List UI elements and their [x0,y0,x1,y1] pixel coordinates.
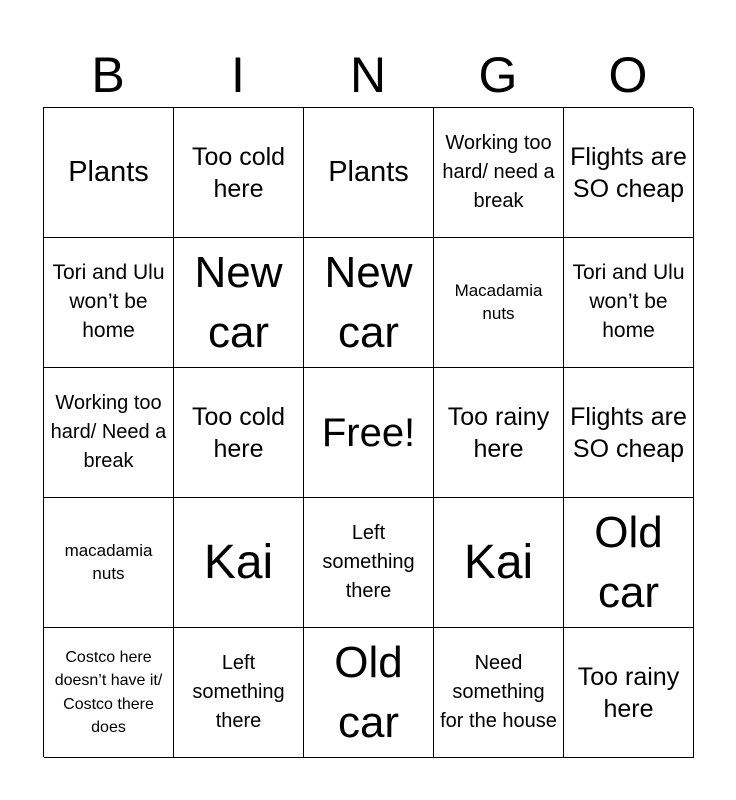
cell-label: Left something there [322,522,415,602]
header-letter-i: I [231,47,245,103]
header-letter-g: G [478,47,518,103]
cell-label: New car [194,247,283,357]
header-letter-n: N [349,47,387,103]
cell-label: Plants [68,156,149,189]
cell-label: Plants [328,156,409,189]
bingo-cell[interactable] [564,238,694,368]
bingo-cell[interactable] [174,108,304,238]
header-letter-o: O [608,47,648,103]
cell-label: Old car [594,507,663,617]
cell-label: Free! [321,410,416,455]
bingo-cell[interactable] [304,108,434,238]
bingo-cell[interactable] [44,628,174,758]
bingo-cell[interactable] [564,368,694,498]
bingo-cell[interactable] [564,628,694,758]
cell-label: Kai [203,535,274,589]
cell-label: Too rainy here [447,402,550,463]
cell-label: Macadamia nuts [454,280,543,323]
cell-label: Flights are SO cheap [570,402,687,463]
cell-label: Costco here doesn’t have it/ Costco there does [54,649,163,736]
cell-label: macadamia nuts [64,540,153,583]
cell-label: Too cold here [191,402,286,463]
bingo-cell[interactable] [174,368,304,498]
cell-label: Tori and Ulu won’t be home [572,261,685,342]
bingo-cell[interactable] [304,498,434,628]
cell-label: Working too hard/ need a break [442,132,555,212]
bingo-cell[interactable] [434,238,564,368]
bingo-cell[interactable] [44,498,174,628]
cell-label: Need something for the house [440,652,557,732]
bingo-cell[interactable] [434,628,564,758]
header-letter-b: B [91,47,125,103]
cell-label: Too cold here [191,142,286,203]
bingo-cell[interactable] [434,498,564,628]
bingo-cell[interactable] [44,238,174,368]
bingo-cell[interactable] [174,238,304,368]
bingo-cell[interactable] [44,108,174,238]
bingo-header [43,44,693,106]
bingo-cell[interactable] [304,628,434,758]
cell-label: Flights are SO cheap [570,142,687,203]
cell-label: Left something there [192,652,285,732]
bingo-cell[interactable] [304,238,434,368]
cell-label: New car [324,247,413,357]
free-space[interactable] [304,368,434,498]
bingo-cell[interactable] [44,368,174,498]
bingo-cell[interactable] [434,108,564,238]
bingo-cell[interactable] [174,628,304,758]
bingo-cell[interactable] [564,498,694,628]
bingo-cell[interactable] [174,498,304,628]
cell-label: Old car [334,637,403,747]
bingo-cell[interactable] [564,108,694,238]
cell-label: Tori and Ulu won’t be home [52,261,165,342]
cell-label: Kai [463,535,534,589]
cell-label: Too rainy here [577,662,680,723]
bingo-board [43,107,693,757]
bingo-cell[interactable] [434,368,564,498]
cell-label: Working too hard/ Need a break [50,392,167,472]
